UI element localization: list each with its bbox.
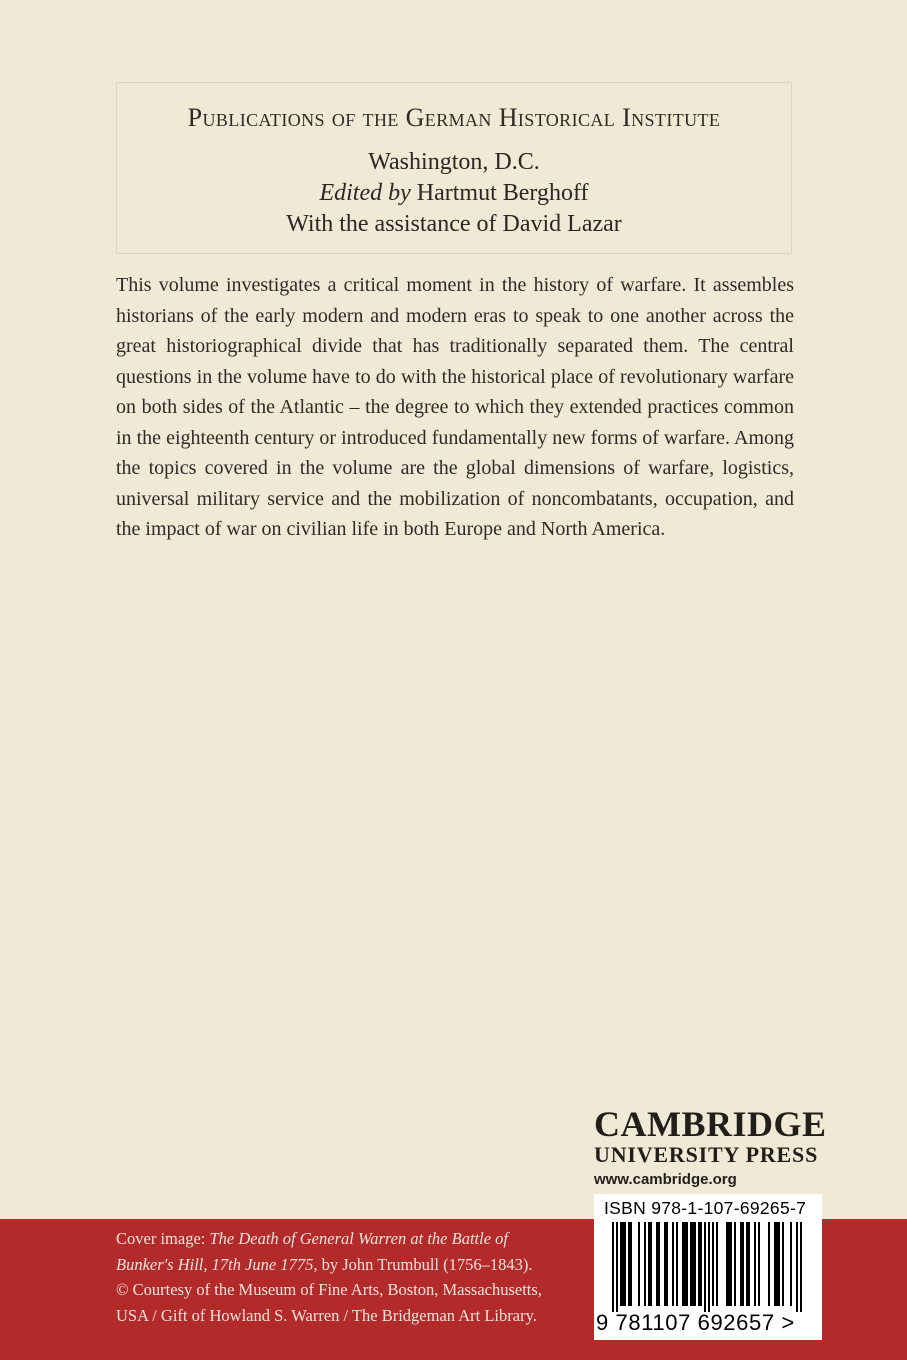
barcode-bar (800, 1222, 802, 1312)
publisher-logo (594, 1105, 834, 1188)
barcode-bar (644, 1222, 646, 1306)
barcode-bar (746, 1222, 748, 1306)
barcode-digits: 9 781107 692657 > (596, 1310, 795, 1335)
barcode-bar (778, 1222, 780, 1306)
series-editor: Hartmut Berghoff (416, 180, 589, 206)
cover-credit-rest: , by John Trumbull (1756–1843). © Courtesy of the Museum of Fine Arts, Boston, Massachusetts, USA / Gift of Howland S. Warren / The Bridgeman Art Library. (116, 1254, 542, 1325)
barcode-bar (700, 1222, 702, 1306)
barcode-bar (726, 1222, 728, 1306)
barcode-bar (740, 1222, 742, 1306)
barcode-bar (690, 1222, 692, 1306)
publisher-subtitle: UNIVERSITY PRESS (594, 1142, 819, 1167)
barcode-bar (730, 1222, 732, 1306)
barcode-bar (666, 1222, 668, 1306)
barcode-bar (664, 1222, 666, 1306)
barcode-bar (716, 1222, 718, 1306)
barcode-bar (612, 1222, 614, 1312)
barcode-bar (686, 1222, 688, 1306)
barcode-bar (676, 1222, 678, 1306)
barcode-bar (698, 1222, 700, 1306)
publisher-url: www.cambridge.org (594, 1171, 737, 1188)
blurb-text: This volume investigates a critical moment in the history of warfare. It assembles historians of the early modern and modern eras to speak to one another across the great historiographical divide that has traditionally separated them. The central questions in the volume have to do with the historical place of revolutionary warfare on both sides of the Atlantic – the degree to which they extended practices common in the eighteenth century or introduced fundamentally new forms of warfare. Among the topics covered in the volume are the global dimensions of warfare, logistics, universal military service and the mobilization of noncombatants, occupation, and the impact of war on civilian life in both Europe and North America. (116, 274, 794, 540)
barcode-bar (742, 1222, 744, 1306)
barcode-bar (630, 1222, 632, 1306)
barcode-bar (694, 1222, 696, 1306)
barcode-bar (682, 1222, 684, 1306)
barcode-bar (656, 1222, 658, 1306)
series-editor-line (117, 178, 791, 209)
barcode-box (594, 1194, 822, 1340)
barcode-bar (776, 1222, 778, 1306)
barcode-bar (692, 1222, 694, 1306)
barcode-bar (628, 1222, 630, 1306)
series-title: Publications of the German Historical Institute (187, 103, 721, 132)
barcode-icon (600, 1222, 816, 1312)
barcode-bar (620, 1222, 622, 1306)
barcode-bar (768, 1222, 770, 1306)
isbn-text: ISBN 978-1-107-69265-7 (604, 1198, 807, 1218)
cover-credit-label: Cover image: (116, 1229, 210, 1248)
series-box (116, 82, 792, 254)
barcode-bar (648, 1222, 650, 1306)
barcode-bar (624, 1222, 626, 1306)
barcode-bar (638, 1222, 640, 1306)
barcode-bar (704, 1222, 706, 1312)
barcode-bar (758, 1222, 760, 1306)
barcode-bar (734, 1222, 736, 1306)
barcode-bar (708, 1222, 710, 1312)
barcode-bar (748, 1222, 750, 1306)
barcode-bar (712, 1222, 714, 1306)
barcode-bar (728, 1222, 730, 1306)
barcode-bar (622, 1222, 624, 1306)
series-location: Washington, D.C. (368, 149, 540, 175)
cover-painting-title: The Death of General Warren at the Battle of Bunker's Hill, 17th June 1775 (116, 1229, 508, 1274)
barcode-bar (684, 1222, 686, 1306)
barcode-bar (796, 1222, 798, 1312)
publisher-name: CAMBRIDGE (594, 1104, 827, 1144)
barcode-bar (650, 1222, 652, 1306)
barcode-bar (774, 1222, 776, 1306)
barcode-bar (616, 1222, 618, 1312)
barcode-bar (782, 1222, 784, 1306)
barcode-bar (754, 1222, 756, 1306)
series-assistance: With the assistance of David Lazar (286, 211, 622, 237)
barcode-bar (790, 1222, 792, 1306)
edited-by-label: Edited by (319, 180, 411, 206)
cover-credit (116, 1226, 544, 1328)
barcode-bar (672, 1222, 674, 1306)
barcode-bar (658, 1222, 660, 1306)
